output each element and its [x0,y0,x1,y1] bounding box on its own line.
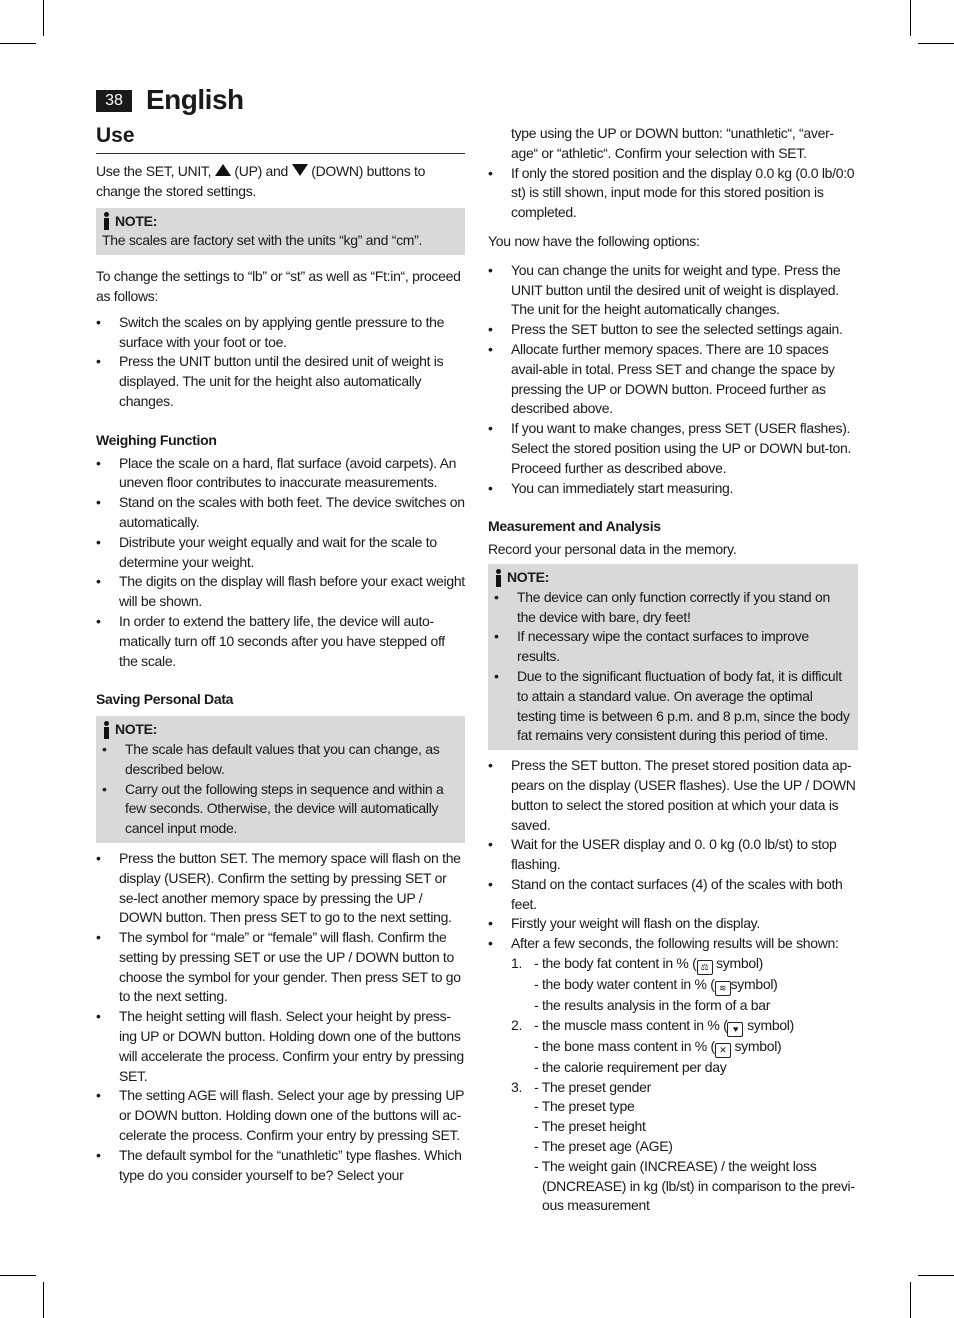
crop-mark [0,43,36,44]
muscle-mass-icon: ♥ [727,1022,743,1037]
weighing-heading: Weighing Function [96,431,217,448]
list-item: • The setting AGE will flash. Select your age by pressing UP or DOWN button. Holding down one of the buttons will ac-celerate the process. Confirm your entry by pressing SET. [96,1086,465,1145]
result-line: - The preset age (AGE) [534,1138,673,1155]
list-item: • Wait for the USER display and 0. 0 kg (0.0 lb/st) to stop flashing. [488,835,858,875]
saving-heading: Saving Personal Data [96,691,234,708]
list-item: • In order to extend the battery life, the device will auto-matically turn off 10 seconds after you have stepped off the scale. [96,612,465,671]
change-list [96,313,465,412]
measure-intro: Record your personal data in the memory. [488,541,737,558]
section-title: Use [96,124,465,154]
intro-paragraph: Use the SET, UNIT, (UP) and (DOWN) buttons to change the stored settings. [96,163,426,199]
info-icon [102,212,111,230]
list-item: • Switch the scales on by applying gentle pressure to the surface with your foot or toe. [96,313,465,353]
page-language-title: English [146,84,244,115]
list-item: • You can change the units for weight and type. Press the UNIT button until the desired unit of weight is displayed. The unit for the height automatically changes. [488,261,858,320]
crop-mark [918,43,954,44]
note-box: NOTE: • The scale has default values that you can change, as described below. • Carry out the following steps in sequence and within a few seconds. Otherwise, the device will automatically cancel input mode. [96,716,465,843]
page-number: 38 [96,90,132,112]
saving-list [96,849,465,1186]
body-fat-icon: ⚖ [697,960,713,975]
options-intro: You now have the following options: [488,232,700,249]
result-line: (DNCREASE) in kg (lb/st) in comparison to the previ-ous measurement [542,1177,855,1214]
result-line: - The weight gain (INCREASE) / the weight loss [534,1157,817,1174]
list-item: • The scale has default values that you can change, as described below. [102,740,459,780]
crop-mark [910,0,911,36]
measure-list [488,756,858,954]
crop-mark [918,1275,954,1276]
crop-mark [0,1275,36,1276]
weighing-list [96,454,465,672]
note-text: The scales are factory set with the units “kg” and “cm”. [102,232,423,249]
result-line: - the results analysis in the form of a bar [534,997,771,1014]
result-line: 2. - the muscle mass content in % ( ♥ symbol) [488,1016,858,1037]
list-item: • The device can only function correctly if you stand on the device with bare, dry feet! [494,588,852,628]
list-item: • Due to the significant fluctuation of body fat, it is difficult to attain a standard value. On average the optimal testing time is between 6 p.m. and 8 p.m, since the body fat remains very consistent during this period of time. [494,667,852,746]
result-line: - the body water content in % ( ≋ symbol) [488,975,858,996]
list-item: • Stand on the contact surfaces (4) of the scales with both feet. [488,875,858,915]
list-item: • The height setting will flash. Select your height by press-ing UP or DOWN button. Holding down one of the buttons will accelerate the process. Confirm your entry by pressing SET. [96,1007,465,1086]
note-box: NOTE: • The device can only function correctly if you stand on the device with bare, dry feet! • If necessary wipe the contact surfaces to improve results. • Due to the significant fluctuation of body fat, it is difficult to attain a standard value. On average the optimal testing time is between 6 p.m. and 8 p.m, since the body fat remains very consistent during this period of time. [488,564,858,750]
list-item: • The default symbol for the “unathletic” type flashes. Which type do you consider yourself to be? Select your [96,1146,465,1186]
result-line: 1. - the body fat content in % ( ⚖ symbol) [488,954,858,975]
list-item: • If only the stored position and the display 0.0 kg (0.0 lb/0:0 st) is still shown, input mode for this stored position is completed. [488,164,858,223]
info-icon [102,721,111,739]
list-item: • The digits on the display will flash before your exact weight will be shown. [96,572,465,612]
list-item: • Press the SET button to see the selected settings again. [488,320,858,340]
list-item: • Press the SET button. The preset stored position data ap-pears on the display (USER flashes). Use the UP / DOWN button to select the stored position at which your data is saved. [488,756,858,835]
result-line: - The preset height [534,1118,646,1135]
list-item: • Firstly your weight will flash on the display. [488,914,858,934]
bone-mass-icon: ✕ [715,1043,731,1058]
info-icon [494,569,503,587]
note-box: NOTE: The scales are factory set with the units “kg” and “cm”. [96,208,465,256]
left-column [96,162,465,1185]
results-list [488,954,858,1216]
options-list [488,261,858,499]
crop-mark [910,1282,911,1318]
list-item: • You can immediately start measuring. [488,479,858,499]
list-item: • Stand on the scales with both feet. The device switches on automatically. [96,493,465,533]
result-line: 3. - The preset gender [511,1078,652,1095]
list-item: • The symbol for “male” or “female” will flash. Confirm the setting by pressing SET or use the UP / DOWN button to choose the symbol for your gender. Then press SET to go to the next setting. [96,928,465,1007]
list-item: • Distribute your weight equally and wait for the scale to determine your weight. [96,533,465,573]
list-item: • Press the UNIT button until the desired unit of weight is displayed. The unit for the height also automatically changes. [96,352,465,411]
result-line: - the calorie requirement per day [534,1058,727,1075]
right-column [488,124,858,1216]
up-arrow-icon [215,164,231,176]
body-water-icon: ≋ [715,981,731,996]
continued-text: type using the UP or DOWN button: “unathletic“, “aver-age“ or “athletic“. Confirm your selection with SET. [511,125,834,161]
crop-mark [43,1282,44,1318]
top-list [488,164,858,223]
list-item: • After a few seconds, the following results will be shown: [488,934,858,954]
list-item: • If you want to make changes, press SET (USER flashes). Select the stored position using the UP or DOWN but-ton. Proceed further as described above. [488,419,858,478]
measure-heading: Measurement and Analysis [488,518,661,535]
result-line: - The preset type [534,1098,635,1115]
list-item: • Carry out the following steps in sequence and within a few seconds. Otherwise, the device will automatically cancel input mode. [102,780,459,839]
list-item: • Place the scale on a hard, flat surface (avoid carpets). An uneven floor contributes to inaccurate measurements. [96,454,465,494]
list-item: • If necessary wipe the contact surfaces to improve results. [494,627,852,667]
result-line: - the bone mass content in % ( ✕ symbol) [488,1037,858,1058]
crop-mark [43,0,44,36]
change-intro: To change the settings to “lb” or “st” as well as “Ft:in“, proceed as follows: [96,268,461,304]
list-item: • Press the button SET. The memory space will flash on the display (USER). Confirm the setting by pressing SET or se-lect another memory space by pressing the UP / DOWN button. Then press SET to go to the next setting. [96,849,465,928]
down-arrow-icon [292,164,308,176]
list-item: • Allocate further memory spaces. There are 10 spaces avail-able in total. Press SET and change the space by pressing the UP or DOWN button. Proceed further as described above. [488,340,858,419]
